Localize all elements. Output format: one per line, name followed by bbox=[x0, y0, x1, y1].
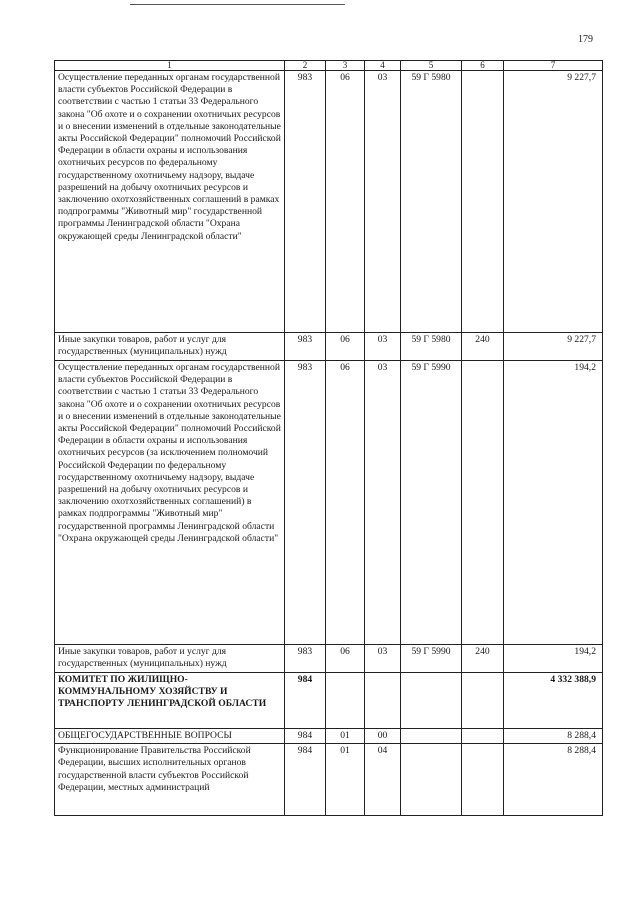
table-row bbox=[55, 744, 603, 816]
row-description: Осуществление переданных органам государственной власти субъектов Российской Федерации в соответствии с частью 1 статьи 33 Федерального закона "Об охоте и о сохранении охотничьих ресурсов и о внесении изменений в отдельные законодательные акты Российской Федерации" полномочий Российской Федерации в области охраны и использования охотничьих ресурсов (за исключением полномочий Российской Федерации по федеральному государственному охотничьему надзору, выдаче разрешений на добычу охотничьих ресурсов и заключению охотхозяйственных соглашений) в рамках подпрограммы "Животный мир" государственной программы Ленинградской области "Охрана окружающей среды Ленинградской области" bbox=[55, 361, 285, 645]
code-subsection: 04 bbox=[365, 744, 401, 816]
code-section: 06 bbox=[326, 333, 365, 361]
header-cell: 4 bbox=[365, 61, 401, 71]
code-target: 59 Г 5980 bbox=[401, 71, 462, 333]
code-section: 06 bbox=[326, 71, 365, 333]
code-admin: 983 bbox=[285, 333, 326, 361]
code-section: 01 bbox=[326, 729, 365, 744]
table-header-row bbox=[55, 61, 603, 71]
code-target bbox=[401, 744, 462, 816]
header-cell: 6 bbox=[462, 61, 504, 71]
header-cell: 2 bbox=[285, 61, 326, 71]
code-subsection: 03 bbox=[365, 333, 401, 361]
header-cell: 1 bbox=[55, 61, 285, 71]
row-description: ОБЩЕГОСУДАРСТВЕННЫЕ ВОПРОСЫ bbox=[55, 729, 285, 744]
header-cell: 5 bbox=[401, 61, 462, 71]
code-section: 06 bbox=[326, 361, 365, 645]
header-cell: 3 bbox=[326, 61, 365, 71]
code-expense-type: 240 bbox=[462, 645, 504, 673]
code-target bbox=[401, 673, 462, 729]
code-admin: 984 bbox=[285, 673, 326, 729]
code-admin: 984 bbox=[285, 744, 326, 816]
code-target bbox=[401, 729, 462, 744]
amount: 194,2 bbox=[504, 361, 603, 645]
amount: 9 227,7 bbox=[504, 333, 603, 361]
code-expense-type bbox=[462, 71, 504, 333]
code-admin: 984 bbox=[285, 729, 326, 744]
amount: 194,2 bbox=[504, 645, 603, 673]
code-admin: 983 bbox=[285, 645, 326, 673]
amount: 8 288,4 bbox=[504, 744, 603, 816]
code-section: 01 bbox=[326, 744, 365, 816]
table-row bbox=[55, 333, 603, 361]
code-section: 06 bbox=[326, 645, 365, 673]
table-row bbox=[55, 361, 603, 645]
code-target: 59 Г 5980 bbox=[401, 333, 462, 361]
code-target: 59 Г 5990 bbox=[401, 645, 462, 673]
code-expense-type bbox=[462, 729, 504, 744]
code-subsection: 03 bbox=[365, 361, 401, 645]
code-section bbox=[326, 673, 365, 729]
page-number: 179 bbox=[578, 34, 593, 45]
scan-artifact-line bbox=[130, 4, 345, 5]
code-target: 59 Г 5990 bbox=[401, 361, 462, 645]
table-row bbox=[55, 729, 603, 744]
table-row bbox=[55, 673, 603, 729]
code-subsection: 00 bbox=[365, 729, 401, 744]
table-row bbox=[55, 71, 603, 333]
code-admin: 983 bbox=[285, 71, 326, 333]
row-description: Функционирование Правительства Российской Федерации, высших исполнительных органов государственной власти субъектов Российской Федерации, местных администраций bbox=[55, 744, 285, 816]
header-cell: 7 bbox=[504, 61, 603, 71]
code-subsection: 03 bbox=[365, 645, 401, 673]
amount: 9 227,7 bbox=[504, 71, 603, 333]
code-subsection bbox=[365, 673, 401, 729]
budget-table bbox=[54, 60, 603, 816]
row-description: КОМИТЕТ ПО ЖИЛИЩНО-КОММУНАЛЬНОМУ ХОЗЯЙСТВУ И ТРАНСПОРТУ ЛЕНИНГРАДСКОЙ ОБЛАСТИ bbox=[55, 673, 285, 729]
code-expense-type bbox=[462, 361, 504, 645]
row-description: Осуществление переданных органам государственной власти субъектов Российской Федерации в соответствии с частью 1 статьи 33 Федерального закона "Об охоте и о сохранении охотничьих ресурсов и о внесении изменений в отдельные законодательные акты Российской Федерации" полномочий Российской Федерации в области охраны и использования охотничьих ресурсов по федеральному государственному охотничьему надзору, выдаче разрешений на добычу охотничьих ресурсов и заключению охотхозяйственных соглашений в рамках подпрограммы "Животный мир" государственной программы Ленинградской области "Охрана окружающей среды Ленинградской области" bbox=[55, 71, 285, 333]
amount: 8 288,4 bbox=[504, 729, 603, 744]
row-description: Иные закупки товаров, работ и услуг для государственных (муниципальных) нужд bbox=[55, 333, 285, 361]
row-description: Иные закупки товаров, работ и услуг для государственных (муниципальных) нужд bbox=[55, 645, 285, 673]
code-subsection: 03 bbox=[365, 71, 401, 333]
code-admin: 983 bbox=[285, 361, 326, 645]
code-expense-type bbox=[462, 744, 504, 816]
code-expense-type: 240 bbox=[462, 333, 504, 361]
code-expense-type bbox=[462, 673, 504, 729]
amount: 4 332 388,9 bbox=[504, 673, 603, 729]
table-row bbox=[55, 645, 603, 673]
